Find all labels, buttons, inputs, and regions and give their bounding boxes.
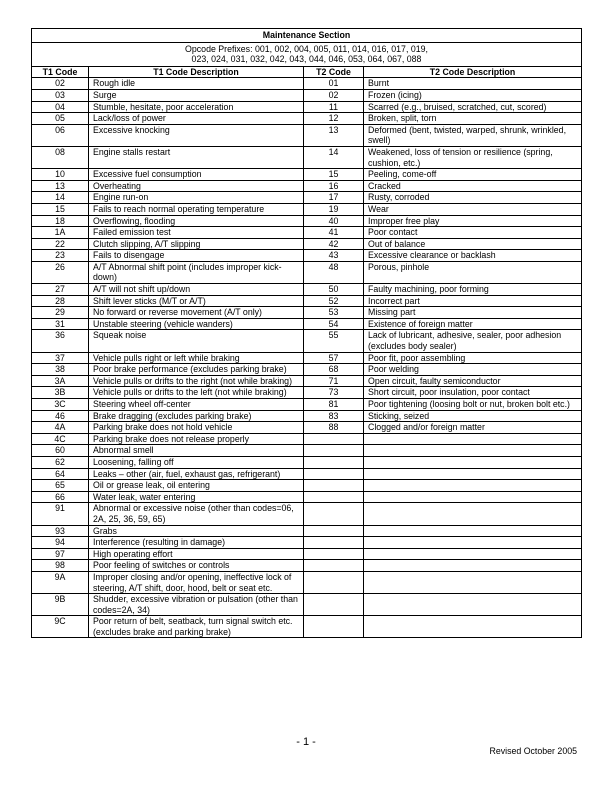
t1-code-cell: 9C [32, 616, 89, 638]
t2-description-cell [364, 445, 582, 457]
t2-code-cell: 01 [304, 78, 364, 90]
table-row [32, 227, 582, 239]
table-row [32, 422, 582, 434]
t1-description-cell: Loosening, falling off [89, 456, 304, 468]
t1-code-cell: 9A [32, 571, 89, 593]
t1-code-cell: 62 [32, 456, 89, 468]
t2-description-cell [364, 571, 582, 593]
t1-code-cell: 36 [32, 330, 89, 352]
t2-description-cell: Porous, pinhole [364, 261, 582, 283]
code-rows [32, 78, 582, 638]
t1-description-cell: A/T will not shift up/down [89, 284, 304, 296]
t2-description-cell [364, 491, 582, 503]
table-row [32, 525, 582, 537]
t1-description-cell: Grabs [89, 525, 304, 537]
t2-code-cell: 11 [304, 101, 364, 113]
t2-code-cell: 40 [304, 215, 364, 227]
t2-code-cell: 73 [304, 387, 364, 399]
t2-description-cell: Missing part [364, 307, 582, 319]
t2-description-cell: Weakened, loss of tension or resilience (spring, cushion, etc.) [364, 146, 582, 168]
t2-code-cell: 14 [304, 146, 364, 168]
table-row [32, 250, 582, 262]
table-row [32, 261, 582, 283]
table-row [32, 456, 582, 468]
t2-description-cell [364, 616, 582, 638]
t2-description-cell: Poor welding [364, 364, 582, 376]
t1-code-cell: 91 [32, 503, 89, 525]
table-row [32, 318, 582, 330]
t1-code-cell: 66 [32, 491, 89, 503]
t2-description-cell [364, 468, 582, 480]
t2-code-cell: 42 [304, 238, 364, 250]
t1-code-cell: 14 [32, 192, 89, 204]
table-row [32, 352, 582, 364]
t2-code-cell: 13 [304, 124, 364, 146]
maintenance-section-sheet [31, 28, 581, 638]
t1-description-cell: Clutch slipping, A/T slipping [89, 238, 304, 250]
page-number: - 1 - [296, 736, 316, 748]
maintenance-codes-table [31, 28, 582, 638]
t2-code-cell: 50 [304, 284, 364, 296]
t2-description-cell [364, 537, 582, 549]
table-row [32, 468, 582, 480]
t1-code-cell: 02 [32, 78, 89, 90]
t2-description-cell: Out of balance [364, 238, 582, 250]
t2-code-cell: 57 [304, 352, 364, 364]
t1-code-cell: 9B [32, 594, 89, 616]
t2-code-cell: 15 [304, 169, 364, 181]
t2-description-cell: Wear [364, 203, 582, 215]
t1-description-cell: A/T Abnormal shift point (includes improper kick-down) [89, 261, 304, 283]
t1-code-cell: 38 [32, 364, 89, 376]
t1-description-cell: Rough idle [89, 78, 304, 90]
table-row [32, 375, 582, 387]
t2-code-cell: 48 [304, 261, 364, 283]
t2-description-cell [364, 456, 582, 468]
t1-description-cell: Interference (resulting in damage) [89, 537, 304, 549]
t1-description-cell: Brake dragging (excludes parking brake) [89, 410, 304, 422]
t1-description-cell: Squeak noise [89, 330, 304, 352]
t1-code-cell: 27 [32, 284, 89, 296]
table-row [32, 364, 582, 376]
t2-code-cell: 02 [304, 89, 364, 101]
table-row [32, 537, 582, 549]
table-row [32, 78, 582, 90]
t1-code-cell: 06 [32, 124, 89, 146]
t1-code-cell: 60 [32, 445, 89, 457]
t2-description-cell: Faulty machining, poor forming [364, 284, 582, 296]
t2-code-cell [304, 445, 364, 457]
t1-description-cell: Engine run-on [89, 192, 304, 204]
t2-description-cell [364, 548, 582, 560]
header-t1-code: T1 Code [32, 66, 89, 78]
table-row [32, 238, 582, 250]
t2-code-cell: 43 [304, 250, 364, 262]
t1-code-cell: 4C [32, 433, 89, 445]
t1-description-cell: Surge [89, 89, 304, 101]
t2-description-cell: Short circuit, poor insulation, poor contact [364, 387, 582, 399]
t2-code-cell: 83 [304, 410, 364, 422]
t1-description-cell: Parking brake does not release properly [89, 433, 304, 445]
table-row [32, 146, 582, 168]
t2-description-cell: Open circuit, faulty semiconductor [364, 375, 582, 387]
header-t2-description: T2 Code Description [364, 66, 582, 78]
t1-code-cell: 94 [32, 537, 89, 549]
t1-description-cell: Stumble, hesitate, poor acceleration [89, 101, 304, 113]
table-row [32, 284, 582, 296]
t1-code-cell: 98 [32, 560, 89, 572]
t1-description-cell: High operating effort [89, 548, 304, 560]
table-row [32, 548, 582, 560]
table-row [32, 594, 582, 616]
t2-description-cell: Frozen (icing) [364, 89, 582, 101]
t2-description-cell: Incorrect part [364, 295, 582, 307]
t2-code-cell: 53 [304, 307, 364, 319]
t1-code-cell: 13 [32, 180, 89, 192]
t1-description-cell: Overheating [89, 180, 304, 192]
t1-code-cell: 10 [32, 169, 89, 181]
t1-code-cell: 28 [32, 295, 89, 307]
t2-code-cell: 19 [304, 203, 364, 215]
t2-description-cell: Improper free play [364, 215, 582, 227]
t1-code-cell: 04 [32, 101, 89, 113]
t1-code-cell: 22 [32, 238, 89, 250]
t1-code-cell: 65 [32, 480, 89, 492]
t2-code-cell: 17 [304, 192, 364, 204]
t1-description-cell: Abnormal or excessive noise (other than codes=06, 2A, 25, 36, 59, 65) [89, 503, 304, 525]
t1-code-cell: 03 [32, 89, 89, 101]
t2-description-cell [364, 503, 582, 525]
t1-code-cell: 26 [32, 261, 89, 283]
t1-description-cell: Oil or grease leak, oil entering [89, 480, 304, 492]
t1-description-cell: Shudder, excessive vibration or pulsation (other than codes=2A, 34) [89, 594, 304, 616]
table-row [32, 491, 582, 503]
t1-description-cell: Vehicle pulls right or left while braking [89, 352, 304, 364]
opcode-prefixes-line-2: 023, 024, 031, 032, 042, 043, 044, 046, 053, 064, 067, 088 [191, 54, 422, 65]
table-row [32, 410, 582, 422]
t1-description-cell: Poor feeling of switches or controls [89, 560, 304, 572]
t1-code-cell: 15 [32, 203, 89, 215]
table-row [32, 203, 582, 215]
t2-code-cell: 54 [304, 318, 364, 330]
t1-code-cell: 64 [32, 468, 89, 480]
t2-description-cell: Poor tightening (loosing bolt or nut, broken bolt etc.) [364, 399, 582, 411]
table-row [32, 180, 582, 192]
table-row [32, 503, 582, 525]
t2-code-cell: 81 [304, 399, 364, 411]
t2-code-cell [304, 560, 364, 572]
t1-code-cell: 37 [32, 352, 89, 364]
table-row [32, 399, 582, 411]
t1-code-cell: 05 [32, 113, 89, 125]
table-row [32, 387, 582, 399]
t1-description-cell: Improper closing and/or opening, ineffective lock of steering, A/T shift, door, hood, belt or seat etc. [89, 571, 304, 593]
table-row [32, 571, 582, 593]
t1-description-cell: Engine stalls restart [89, 146, 304, 168]
t1-description-cell: Steering wheel off-center [89, 399, 304, 411]
t1-code-cell: 3A [32, 375, 89, 387]
table-row [32, 113, 582, 125]
t2-code-cell [304, 456, 364, 468]
header-t1-description: T1 Code Description [89, 66, 304, 78]
t1-code-cell: 3B [32, 387, 89, 399]
t1-description-cell: Unstable steering (vehicle wanders) [89, 318, 304, 330]
t1-description-cell: Water leak, water entering [89, 491, 304, 503]
t1-description-cell: Poor return of belt, seatback, turn signal switch etc. (excludes brake and parking brake) [89, 616, 304, 638]
t2-code-cell: 12 [304, 113, 364, 125]
t1-description-cell: Abnormal smell [89, 445, 304, 457]
t1-code-cell: 46 [32, 410, 89, 422]
t2-description-cell: Existence of foreign matter [364, 318, 582, 330]
revised-date: Revised October 2005 [489, 746, 577, 756]
t1-code-cell: 93 [32, 525, 89, 537]
table-row [32, 480, 582, 492]
t2-code-cell [304, 525, 364, 537]
t2-description-cell: Rusty, corroded [364, 192, 582, 204]
t2-code-cell: 88 [304, 422, 364, 434]
t2-description-cell [364, 525, 582, 537]
t1-description-cell: Vehicle pulls or drifts to the left (not while braking) [89, 387, 304, 399]
table-row [32, 215, 582, 227]
table-row [32, 616, 582, 638]
t2-code-cell: 71 [304, 375, 364, 387]
t1-code-cell: 31 [32, 318, 89, 330]
t2-code-cell [304, 548, 364, 560]
table-row [32, 560, 582, 572]
t2-code-cell: 52 [304, 295, 364, 307]
t2-code-cell [304, 480, 364, 492]
t1-description-cell: Overflowing, flooding [89, 215, 304, 227]
t1-code-cell: 08 [32, 146, 89, 168]
t2-code-cell [304, 594, 364, 616]
t1-description-cell: Parking brake does not hold vehicle [89, 422, 304, 434]
section-title: Maintenance Section [32, 29, 582, 43]
t2-description-cell: Scarred (e.g., bruised, scratched, cut, scored) [364, 101, 582, 113]
t2-code-cell: 55 [304, 330, 364, 352]
t1-description-cell: Shift lever sticks (M/T or A/T) [89, 295, 304, 307]
t1-code-cell: 23 [32, 250, 89, 262]
t2-description-cell [364, 594, 582, 616]
t1-description-cell: Excessive fuel consumption [89, 169, 304, 181]
t1-code-cell: 1A [32, 227, 89, 239]
t1-description-cell: Leaks – other (air, fuel, exhaust gas, refrigerant) [89, 468, 304, 480]
t1-description-cell: Excessive knocking [89, 124, 304, 146]
t2-description-cell: Lack of lubricant, adhesive, sealer, poor adhesion (excludes body sealer) [364, 330, 582, 352]
t1-description-cell: No forward or reverse movement (A/T only) [89, 307, 304, 319]
opcode-prefixes [32, 42, 582, 66]
t1-code-cell: 3C [32, 399, 89, 411]
table-row [32, 89, 582, 101]
table-row [32, 330, 582, 352]
t2-description-cell: Cracked [364, 180, 582, 192]
t1-code-cell: 4A [32, 422, 89, 434]
t2-code-cell [304, 537, 364, 549]
t2-description-cell [364, 560, 582, 572]
t1-description-cell: Fails to disengage [89, 250, 304, 262]
t2-description-cell: Clogged and/or foreign matter [364, 422, 582, 434]
table-row [32, 124, 582, 146]
t2-description-cell: Poor fit, poor assembling [364, 352, 582, 364]
t1-code-cell: 29 [32, 307, 89, 319]
t2-code-cell [304, 616, 364, 638]
t2-description-cell: Sticking, seized [364, 410, 582, 422]
t1-code-cell: 18 [32, 215, 89, 227]
t1-code-cell: 97 [32, 548, 89, 560]
t2-description-cell: Excessive clearance or backlash [364, 250, 582, 262]
t2-description-cell: Poor contact [364, 227, 582, 239]
t2-code-cell [304, 433, 364, 445]
table-row [32, 295, 582, 307]
t2-description-cell [364, 433, 582, 445]
table-row [32, 307, 582, 319]
t1-description-cell: Failed emission test [89, 227, 304, 239]
table-row [32, 101, 582, 113]
t2-code-cell: 16 [304, 180, 364, 192]
t2-code-cell [304, 468, 364, 480]
t2-code-cell: 68 [304, 364, 364, 376]
t2-code-cell: 41 [304, 227, 364, 239]
header-t2-code: T2 Code [304, 66, 364, 78]
t2-description-cell: Burnt [364, 78, 582, 90]
t2-code-cell [304, 491, 364, 503]
opcode-prefixes-line-1: Opcode Prefixes: 001, 002, 004, 005, 011, 014, 016, 017, 019, [185, 43, 428, 54]
t2-code-cell [304, 503, 364, 525]
t2-description-cell: Broken, split, torn [364, 113, 582, 125]
t2-description-cell [364, 480, 582, 492]
t1-description-cell: Lack/loss of power [89, 113, 304, 125]
t1-description-cell: Poor brake performance (excludes parking brake) [89, 364, 304, 376]
table-row [32, 445, 582, 457]
table-row [32, 433, 582, 445]
t2-description-cell: Deformed (bent, twisted, warped, shrunk, wrinkled, swell) [364, 124, 582, 146]
t2-code-cell [304, 571, 364, 593]
table-row [32, 192, 582, 204]
t2-description-cell: Peeling, come-off [364, 169, 582, 181]
t1-description-cell: Vehicle pulls or drifts to the right (not while braking) [89, 375, 304, 387]
table-row [32, 169, 582, 181]
t1-description-cell: Fails to reach normal operating temperature [89, 203, 304, 215]
